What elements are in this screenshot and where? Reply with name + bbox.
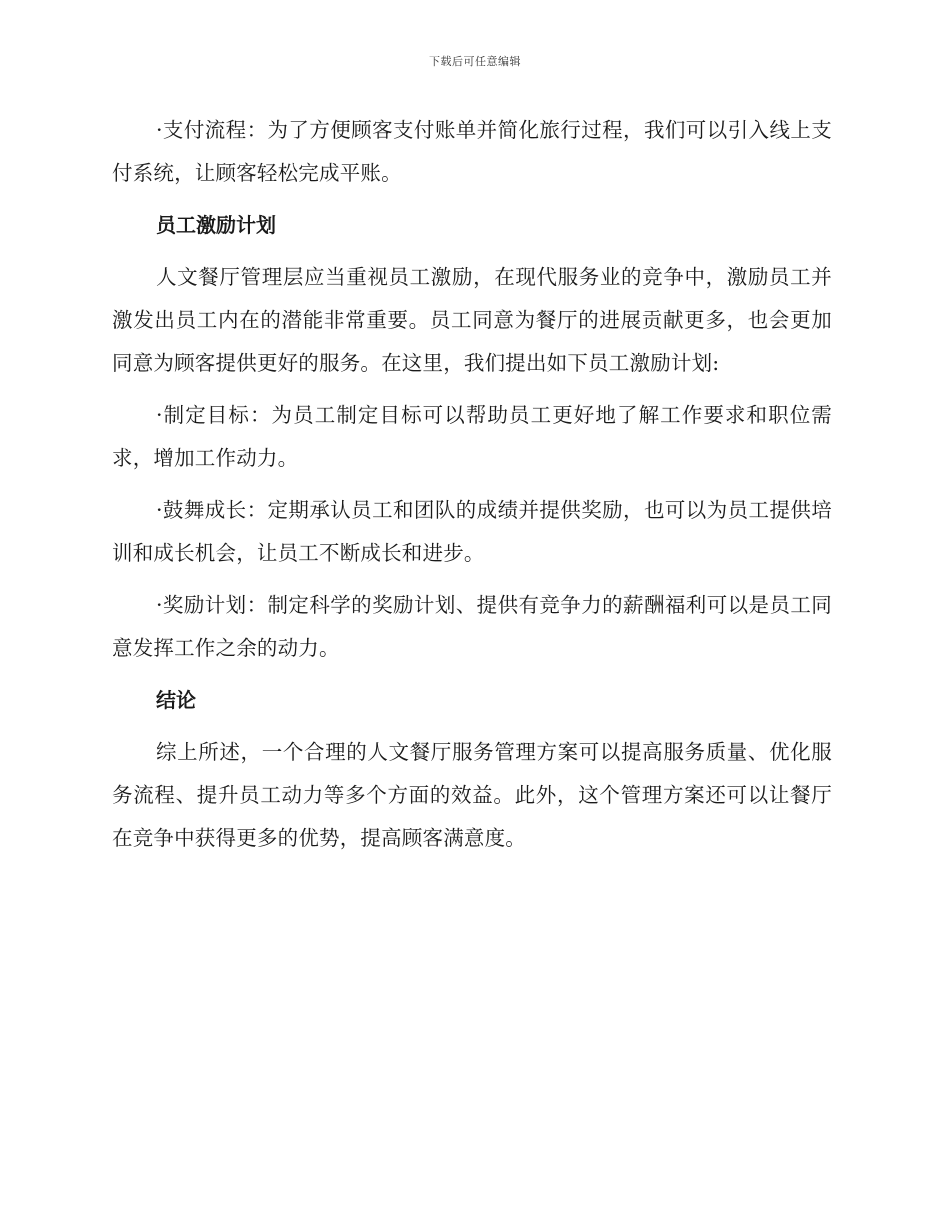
paragraph-conclusion: 综上所述，一个合理的人文餐厅服务管理方案可以提高服务质量、优化服务流程、提升员工动力等多个方面的效益。此外，这个管理方案还可以让餐厅在竞争中获得更多的优势，提高顾客满意度。 [112, 740, 832, 850]
list-item-reward-plan: ·奖励计划：制定科学的奖励计划、提供有竞争力的薪酬福利可以是员工同意发挥工作之余的动力。 [112, 593, 832, 660]
heading-staff-incentive: 员工激励计划 [156, 213, 276, 237]
header-note: 下载后可任意编辑 [429, 55, 521, 68]
document-body [112, 109, 832, 860]
paragraph-incentive-intro: 人文餐厅管理层应当重视员工激励，在现代服务业的竞争中，激励员工并激发出员工内在的潜能非常重要。员工同意为餐厅的进展贡献更多，也会更加同意为顾客提供更好的服务。在这里，我们提出如下员工激励计划: [112, 265, 832, 375]
list-item-encourage-growth: ·鼓舞成长：定期承认员工和团队的成绩并提供奖励，也可以为员工提供培训和成长机会，让员工不断成长和进步。 [112, 498, 832, 565]
paragraph-payment-process: ·支付流程：为了方便顾客支付账单并简化旅行过程，我们可以引入线上支付系统，让顾客轻松完成平账。 [112, 118, 832, 185]
heading-conclusion: 结论 [156, 688, 196, 712]
list-item-set-goals: ·制定目标：为员工制定目标可以帮助员工更好地了解工作要求和职位需求，增加工作动力。 [112, 403, 832, 470]
